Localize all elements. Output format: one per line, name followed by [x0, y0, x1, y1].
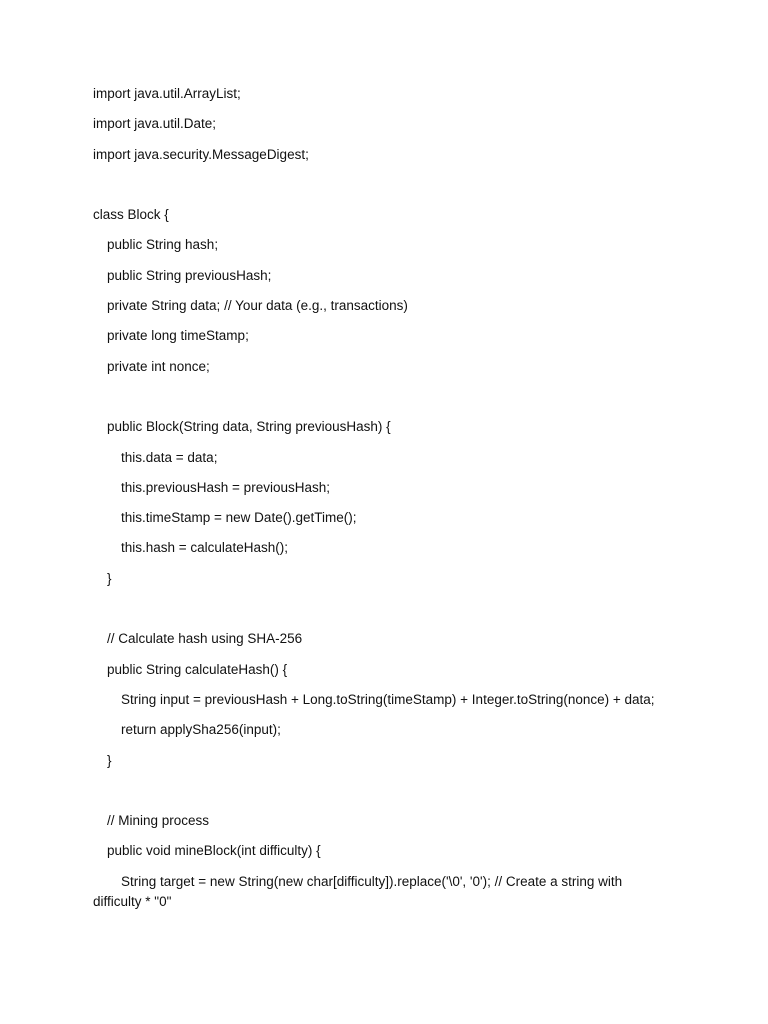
blank-line — [93, 599, 673, 619]
code-line: private long timeStamp; — [107, 328, 249, 344]
code-line: import java.security.MessageDigest; — [93, 146, 309, 162]
code-line: import java.util.ArrayList; — [93, 86, 241, 101]
code-line: // Calculate hash using SHA-256 — [107, 631, 303, 647]
code-line: private String data; // Your data (e.g., transactions) — [107, 298, 408, 314]
code-line: this.data = data; — [121, 449, 218, 465]
code-line: public String calculateHash() { — [107, 661, 288, 677]
code-line: String input = previousHash + Long.toString(timeStamp) + Integer.toString(nonce) + data; — [121, 691, 655, 707]
code-line: public String hash; — [107, 237, 219, 253]
blank-line — [93, 387, 673, 407]
code-line: this.previousHash = previousHash; — [121, 479, 330, 495]
code-line: } — [107, 570, 112, 586]
code-line: // Mining process — [107, 813, 210, 829]
code-line: import java.util.Date; — [93, 116, 217, 132]
blank-line — [93, 781, 673, 801]
code-line: return applySha256(input); — [121, 722, 281, 738]
code-line: public Block(String data, String previousHash) { — [107, 419, 391, 435]
code-line: public void mineBlock(int difficulty) { — [107, 843, 321, 859]
code-line: this.hash = calculateHash(); — [121, 540, 288, 556]
code-line: } — [107, 752, 112, 768]
code-line: class Block { — [93, 207, 169, 223]
code-line: public String previousHash; — [107, 267, 272, 283]
code-line: private int nonce; — [107, 358, 210, 374]
code-text-body — [93, 84, 673, 922]
code-line: this.timeStamp = new Date().getTime(); — [121, 510, 357, 526]
blank-line — [93, 175, 673, 195]
code-line: String target = new String(new char[difficulty]).replace('\0', '0'); // Create a string with difficulty * "0" — [93, 873, 626, 909]
